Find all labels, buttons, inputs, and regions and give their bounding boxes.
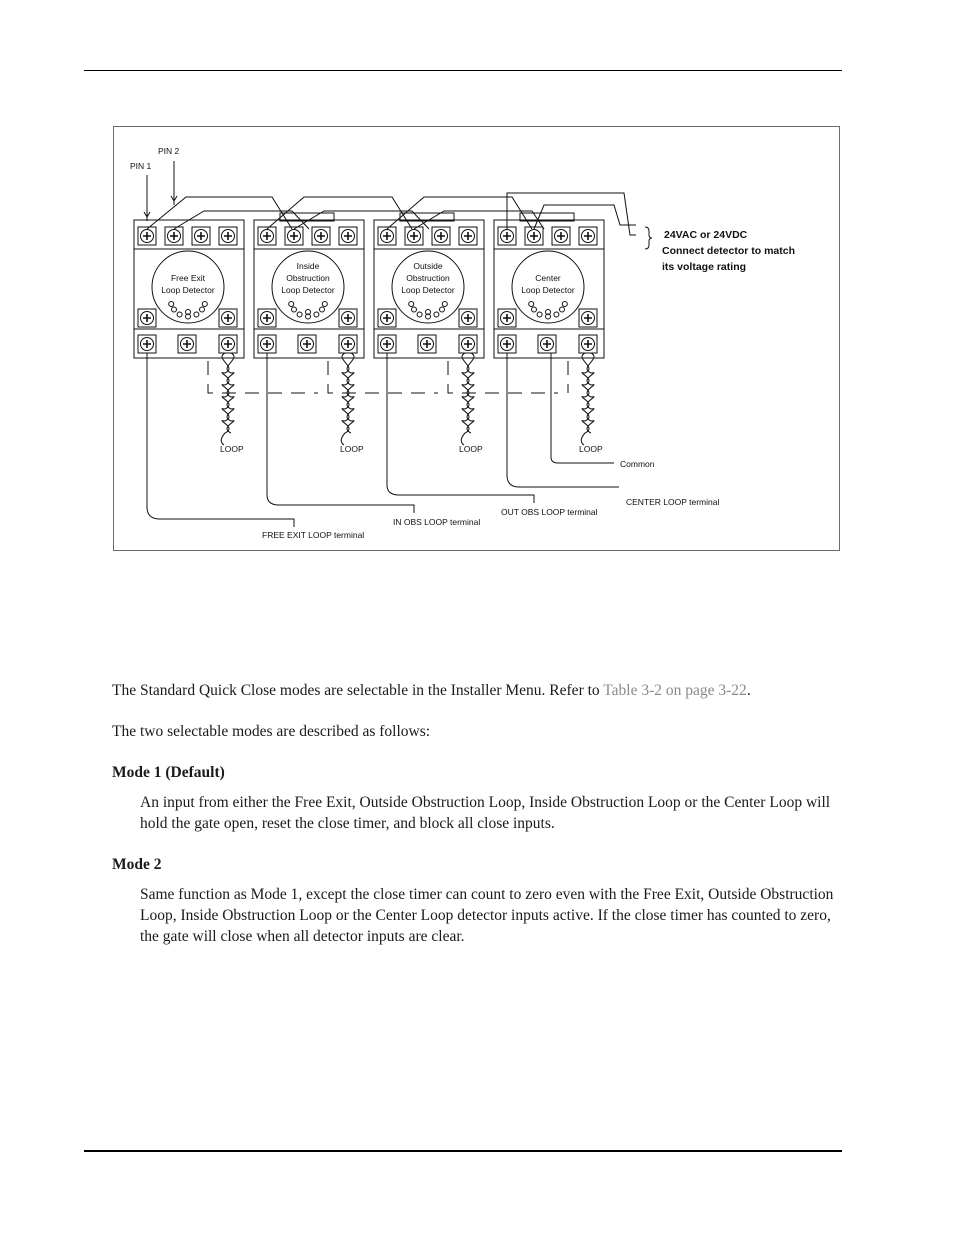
center-loop-terminal-label: CENTER LOOP terminal <box>626 497 720 507</box>
in-obs-output-wire <box>267 353 414 513</box>
mode2-heading: Mode 2 <box>112 856 162 873</box>
detector-1-left-terminal-slot <box>143 314 151 322</box>
detector-1-bottom-terminal-3-slot <box>224 340 232 348</box>
free-exit-output-wire <box>147 353 294 527</box>
header-rule <box>84 70 842 71</box>
power-note-1: Connect detector to match <box>662 245 796 257</box>
detector-1-top-terminal-4-slot <box>224 232 232 240</box>
detector-4-top-terminal-4-slot <box>584 232 592 240</box>
detector-4-bottom-terminal-2-slot <box>543 340 551 348</box>
wiring-diagram-svg <box>114 127 841 552</box>
intro-paragraph <box>112 680 842 701</box>
detector-3-top-terminal-4-slot <box>464 232 472 240</box>
pin1-label: PIN 1 <box>130 161 152 171</box>
detector-3-bottom-terminal-1-slot <box>383 340 391 348</box>
detector-1-bottom-terminal-2-slot <box>183 340 191 348</box>
detector-3-top-terminal-1-slot <box>383 232 391 240</box>
mode1-description: An input from either the Free Exit, Outside Obstruction Loop, Inside Obstruction Loop or the Center Loop will hold the gate open, reset the close timer, and block all close inputs. <box>140 794 831 832</box>
detector-1-top-terminal-3-slot <box>197 232 205 240</box>
detector-2-right-terminal-slot <box>344 314 352 322</box>
detector-4-top-terminal-2-slot <box>530 232 538 240</box>
detector-3-line3: Loop Detector <box>401 285 455 295</box>
detector-3-left-terminal-slot <box>383 314 391 322</box>
pin2-label: PIN 2 <box>158 146 180 156</box>
detector-2-top-terminal-3-slot <box>317 232 325 240</box>
detector-4-line3: Loop Detector <box>521 285 575 295</box>
detector-3-bottom-terminal-3-slot <box>464 340 472 348</box>
in-obs-terminal-label: IN OBS LOOP terminal <box>393 517 481 527</box>
detector-4-top-terminal-3-slot <box>557 232 565 240</box>
detector-2-bottom-terminal-2-slot <box>303 340 311 348</box>
detector-2-common-dashed <box>328 361 438 393</box>
intro-text: The Standard Quick Close modes are selectable in the Installer Menu. Refer to <box>112 682 604 699</box>
detector-1-common-dashed <box>208 361 318 393</box>
detector-3-line1: Outside <box>413 261 443 271</box>
detector-2-line2: Obstruction <box>286 273 330 283</box>
wiring-diagram <box>113 126 840 551</box>
detector-2-bottom-terminal-1-slot <box>263 340 271 348</box>
detector-2-left-terminal-slot <box>263 314 271 322</box>
detector-2-top-terminal-4-slot <box>344 232 352 240</box>
detector-4-bottom-terminal-3-slot <box>584 340 592 348</box>
detector-4-loop-wire-b <box>587 353 594 433</box>
loop-label-3: LOOP <box>459 444 483 454</box>
power-label: 24VAC or 24VDC <box>664 229 748 241</box>
detector-1-line2: Free Exit <box>170 273 206 283</box>
detector-2-bottom-terminal-3-slot <box>344 340 352 348</box>
detector-3-right-terminal-slot <box>464 314 472 322</box>
detector-2-line1: Inside <box>296 261 320 271</box>
detector-4-right-terminal-slot <box>584 314 592 322</box>
diagram-artwork <box>134 161 652 527</box>
detector-3-bottom-terminal-2-slot <box>423 340 431 348</box>
table-reference-link[interactable]: Table 3-2 on page 3-22 <box>603 682 747 699</box>
detector-4-left-terminal-slot <box>503 314 511 322</box>
detector-4-bottom-terminal-1-slot <box>503 340 511 348</box>
detector-1-bottom-terminal-1-slot <box>143 340 151 348</box>
power-wire-1 <box>147 197 292 229</box>
detector-2-top-terminal-2-slot <box>290 232 298 240</box>
free-exit-terminal-label: FREE EXIT LOOP terminal <box>262 530 365 540</box>
detector-3-top-terminal-2-slot <box>410 232 418 240</box>
footer-rule <box>84 1150 842 1152</box>
detector-1-top-terminal-1-slot <box>143 232 151 240</box>
detector-2-line3: Loop Detector <box>281 285 335 295</box>
center-output-wire <box>507 353 619 487</box>
power-brace-icon <box>645 227 652 249</box>
detector-1-right-terminal-slot <box>224 314 232 322</box>
detector-4-line2: Center <box>535 273 561 283</box>
loop-label-2: LOOP <box>340 444 364 454</box>
common-label: Common <box>620 459 655 469</box>
detector-1-line3: Loop Detector <box>161 285 215 295</box>
detector-3-top-terminal-3-slot <box>437 232 445 240</box>
loop-label-4: LOOP <box>579 444 603 454</box>
mode1-heading: Mode 1 (Default) <box>112 764 225 781</box>
mode2-description: Same function as Mode 1, except the close timer can count to zero even with the Free Exit, Outside Obstruction Loop, Inside Obstruction Loop or the Center Loop detector inputs active. If the close timer has counted to zero, the gate will close when all detector inputs are clear. <box>140 886 834 945</box>
power-note-2: its voltage rating <box>662 261 747 273</box>
detector-2-top-terminal-1-slot <box>263 232 271 240</box>
loop-label-1: LOOP <box>220 444 244 454</box>
detector-4-top-terminal-1-slot <box>503 232 511 240</box>
intro-end: . <box>746 682 751 699</box>
detector-1-top-terminal-2-slot <box>170 232 178 240</box>
modes-intro-paragraph: The two selectable modes are described as follows: <box>112 723 431 740</box>
detector-3-common-dashed <box>448 361 558 393</box>
detector-3-line2: Obstruction <box>406 273 450 283</box>
power-supply-wire-2 <box>534 205 636 229</box>
out-obs-output-wire <box>387 353 534 503</box>
detector-4-loop-wire-a <box>582 353 589 433</box>
out-obs-terminal-label: OUT OBS LOOP terminal <box>501 507 598 517</box>
